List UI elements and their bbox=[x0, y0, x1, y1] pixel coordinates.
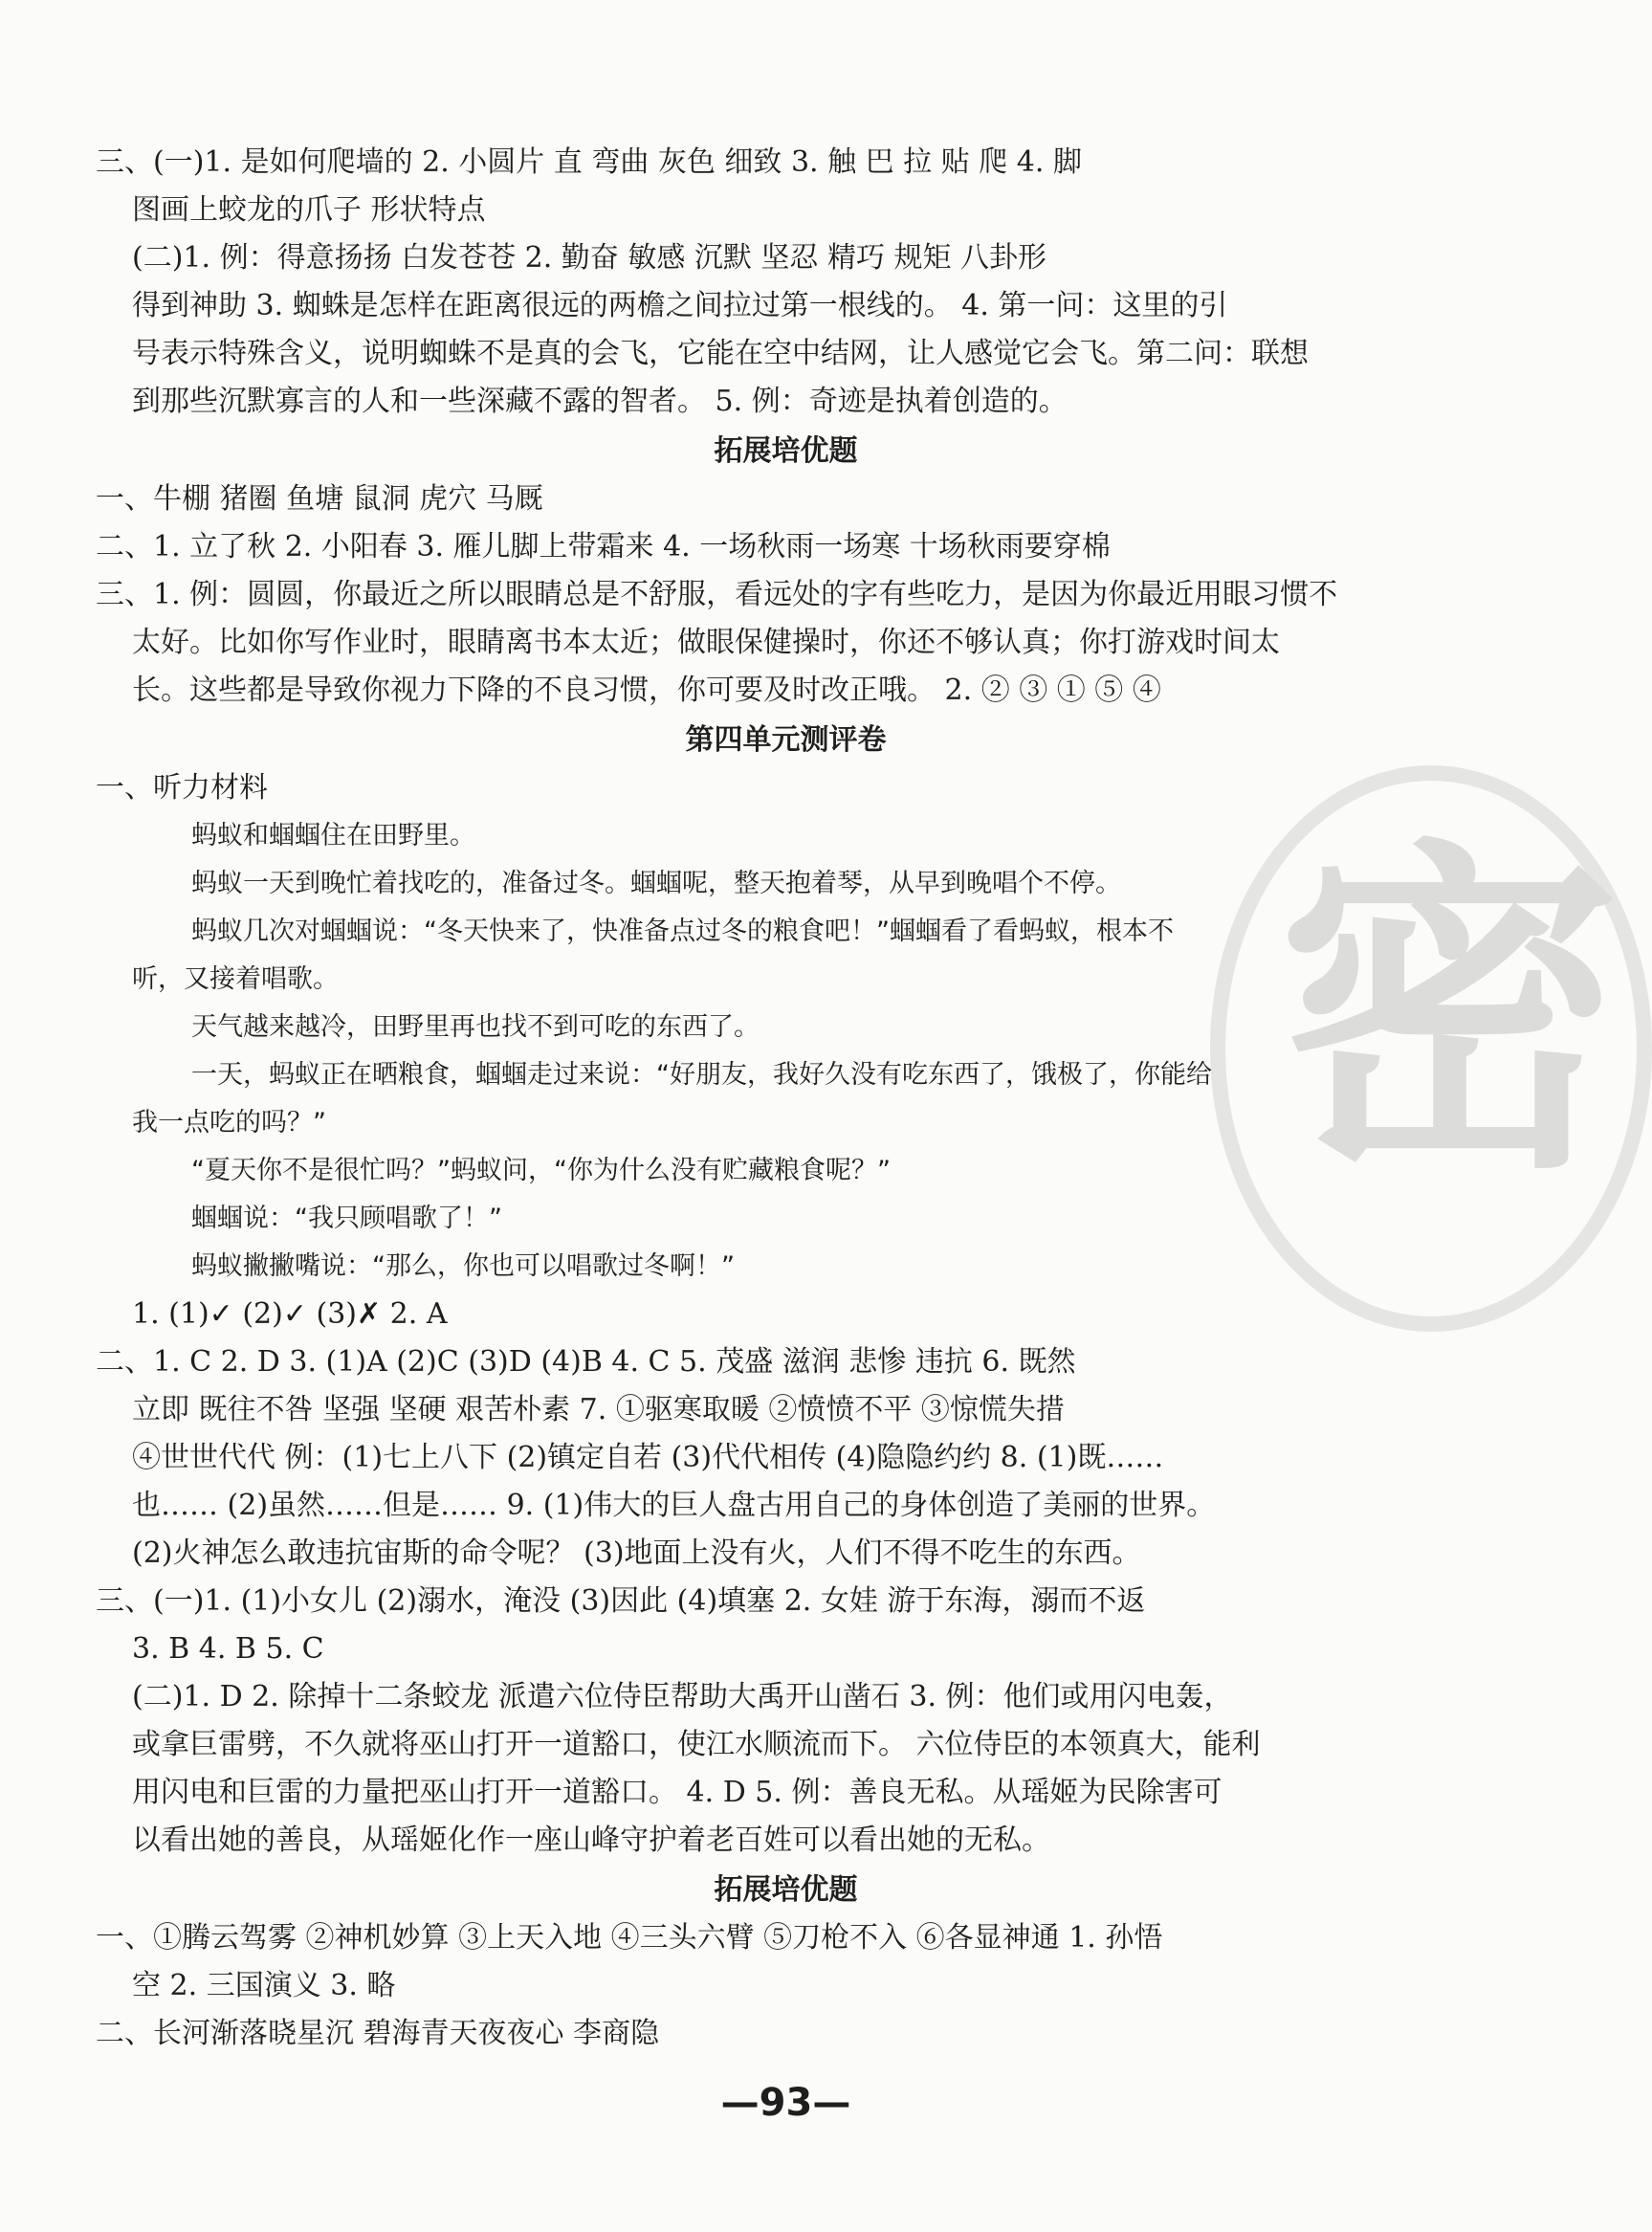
text-line: 一、听力材料 bbox=[96, 771, 268, 805]
text-line: 也…… (2)虽然……但是…… 9. (1)伟大的巨人盘古用自己的身体创造了美丽的世界。 bbox=[132, 1489, 1216, 1522]
text-line: 三、1. 例：圆圆，你最近之所以眼睛总是不舒服，看远处的字有些吃力，是因为你最近用眼习惯不 bbox=[96, 578, 1338, 611]
text-line: 空 2. 三国演义 3. 略 bbox=[132, 1969, 396, 2002]
section-heading: 拓展培优题 bbox=[714, 434, 858, 468]
text-line: 听，又接着唱歌。 bbox=[132, 964, 339, 994]
text-line: 1. (1)✓ (2)✓ (3)✗ 2. A bbox=[132, 1297, 448, 1331]
text-line: 蚂蚁几次对蝈蝈说：“冬天快来了，快准备点过冬的粮食吧！”蝈蝈看了看蚂蚁，根本不 bbox=[191, 917, 1174, 946]
text-line: (2)火神怎么敢违抗宙斯的命令呢？ (3)地面上没有火，人们不得不吃生的东西。 bbox=[132, 1536, 1141, 1570]
text-line: (二)1. D 2. 除掉十二条蛟龙 派遣六位侍臣帮助大禹开山凿石 3. 例：他们或用闪电轰， bbox=[132, 1680, 1233, 1713]
text-line: 蝈蝈说：“我只顾唱歌了！” bbox=[191, 1204, 502, 1233]
text-line: 蚂蚁一天到晚忙着找吃的，准备过冬。蝈蝈呢，整天抱着琴，从早到晚唱个不停。 bbox=[191, 869, 1121, 898]
section-heading: 拓展培优题 bbox=[714, 1873, 858, 1907]
text-line: 3. B 4. B 5. C bbox=[132, 1632, 324, 1666]
text-line: 号表示特殊含义，说明蜘蛛不是真的会飞，它能在空中结网，让人感觉它会飞。第二问：联想 bbox=[132, 337, 1309, 370]
watermark-stamp-char: 密 bbox=[1277, 813, 1621, 1214]
text-line: ④世世代代 例：(1)七上八下 (2)镇定自若 (3)代代相传 (4)隐隐约约 8. (1)既…… bbox=[132, 1441, 1164, 1474]
text-line: 长。这些都是导致你视力下降的不良习惯，你可要及时改正哦。 2. ② ③ ① ⑤ ④ bbox=[132, 674, 1161, 707]
text-line: “夏天你不是很忙吗？”蚂蚁问，“你为什么没有贮藏粮食呢？” bbox=[191, 1156, 891, 1185]
text-line: 我一点吃的吗？” bbox=[132, 1108, 326, 1138]
text-line: (二)1. 例：得意扬扬 白发苍苍 2. 勤奋 敏感 沉默 坚忍 精巧 规矩 八卦形 bbox=[132, 241, 1047, 275]
text-line: 三、(一)1. (1)小女儿 (2)溺水，淹没 (3)因此 (4)填塞 2. 女娃 游于东海，溺而不返 bbox=[96, 1584, 1146, 1618]
text-line: 以看出她的善良，从瑶姬化作一座山峰守护着老百姓可以看出她的无私。 bbox=[132, 1823, 1050, 1857]
text-line: 用闪电和巨雷的力量把巫山打开一道豁口。 4. D 5. 例：善良无私。从瑶姬为民除害可 bbox=[132, 1776, 1222, 1809]
text-line: 蚂蚁和蝈蝈住在田野里。 bbox=[191, 821, 475, 851]
text-line: 二、1. 立了秋 2. 小阳春 3. 雁儿脚上带霜来 4. 一场秋雨一场寒 十场秋雨要穿棉 bbox=[96, 530, 1111, 564]
text-line: 二、1. C 2. D 3. (1)A (2)C (3)D (4)B 4. C 5. 茂盛 滋润 悲惨 违抗 6. 既然 bbox=[96, 1345, 1076, 1379]
text-line: 太好。比如你写作业时，眼睛离书本太近；做眼保健操时，你还不够认真；你打游戏时间太 bbox=[132, 626, 1280, 659]
text-line: 三、(一)1. 是如何爬墙的 2. 小圆片 直 弯曲 灰色 细致 3. 触 巴 拉 贴 爬 4. 脚 bbox=[96, 145, 1082, 179]
page-number: —93— bbox=[720, 2081, 851, 2125]
text-line: 蚂蚁撇撇嘴说：“那么，你也可以唱歌过冬啊！” bbox=[191, 1251, 735, 1281]
text-line: 图画上蛟龙的爪子 形状特点 bbox=[132, 193, 486, 227]
section-heading: 第四单元测评卷 bbox=[685, 723, 887, 757]
text-line: 或拿巨雷劈，不久就将巫山打开一道豁口，使江水顺流而下。 六位侍臣的本领真大，能利 bbox=[132, 1728, 1261, 1761]
text-line: 天气越来越冷，田野里再也找不到可吃的东西了。 bbox=[191, 1012, 760, 1042]
text-line: 二、长河渐落晓星沉 碧海青天夜夜心 李商隐 bbox=[96, 2017, 660, 2050]
text-line: 得到神助 3. 蜘蛛是怎样在距离很远的两檐之间拉过第一根线的。 4. 第一问：这里的引 bbox=[132, 289, 1228, 322]
text-line: 一、牛棚 猪圈 鱼塘 鼠洞 虎穴 马厩 bbox=[96, 482, 543, 516]
text-line: 立即 既往不咎 坚强 坚硬 艰苦朴素 7. ①驱寒取暖 ②愤愤不平 ③惊慌失措 bbox=[132, 1393, 1065, 1426]
text-line: 一、①腾云驾雾 ②神机妙算 ③上天入地 ④三头六臂 ⑤刀枪不入 ⑥各显神通 1. 孙悟 bbox=[96, 1921, 1163, 1955]
text-line: 到那些沉默寡言的人和一些深藏不露的智者。 5. 例：奇迹是执着创造的。 bbox=[132, 385, 1068, 418]
text-line: 一天，蚂蚁正在晒粮食，蝈蝈走过来说：“好朋友，我好久没有吃东西了，饿极了，你能给 bbox=[191, 1060, 1212, 1090]
